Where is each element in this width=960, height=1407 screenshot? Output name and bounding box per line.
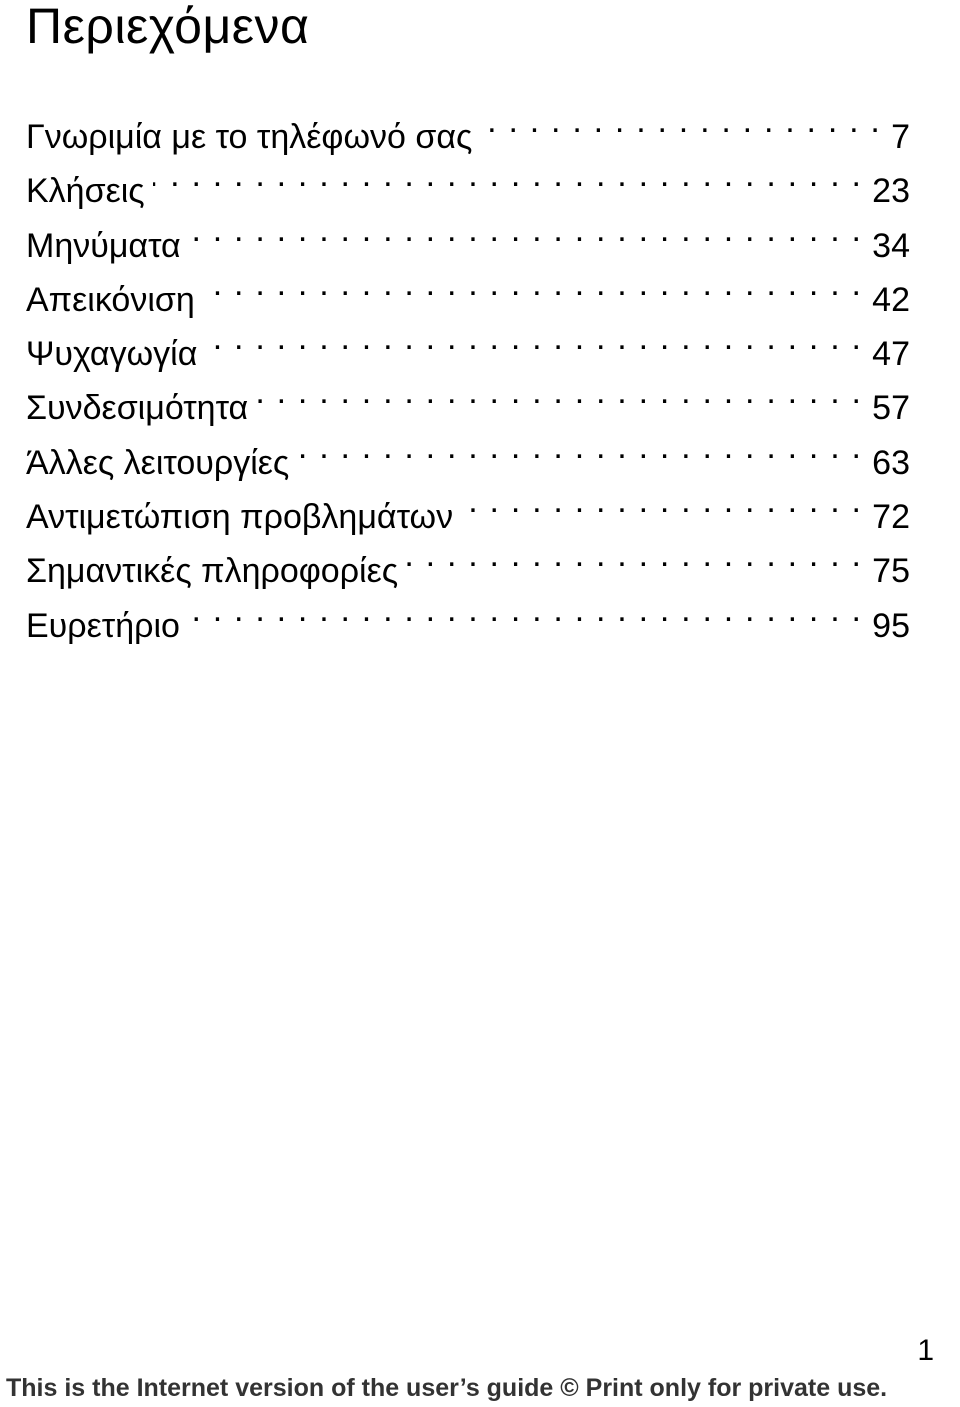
toc-entry-page: 23 — [872, 172, 910, 211]
toc-entry-page: 95 — [872, 606, 910, 645]
toc-dot-leader — [461, 474, 862, 528]
toc-entry[interactable] — [26, 148, 910, 211]
toc-entry-page: 7 — [891, 118, 910, 156]
table-of-contents — [26, 94, 910, 645]
toc-entry-page: 72 — [872, 498, 910, 537]
footer-note: This is the Internet version of the user’s guide © Print only for private use. — [6, 1374, 888, 1402]
toc-entry-page: 57 — [872, 389, 910, 428]
toc-entry-title: Άλλες λειτουργίες — [26, 443, 290, 482]
toc-entry-page: 47 — [872, 335, 910, 374]
toc-entry[interactable] — [26, 203, 910, 265]
toc-dot-leader — [297, 420, 862, 474]
toc-entry-title: Ψυχαγωγία — [26, 335, 198, 374]
toc-entry-title: Σημαντικές πληροφορίες — [26, 552, 399, 591]
toc-dot-leader — [205, 311, 862, 365]
toc-entry-title: Γνωριμία με το τηλέφωνό σας — [26, 118, 473, 156]
toc-dot-leader — [189, 203, 862, 257]
toc-entry-title: Αντιμετώπιση προβλημάτων — [26, 498, 454, 537]
toc-dot-leader — [203, 257, 862, 311]
toc-entry-title: Συνδεσιμότητα — [26, 389, 249, 428]
toc-entry-title: Ευρετήριο — [26, 606, 180, 645]
toc-dot-leader — [406, 528, 862, 582]
toc-dot-leader — [256, 365, 862, 419]
toc-entry-page: 34 — [872, 226, 910, 265]
toc-entry-page: 63 — [872, 443, 910, 482]
toc-entry-page: 75 — [872, 552, 910, 591]
toc-entry-title: Κλήσεις — [26, 172, 145, 211]
toc-entry-page: 42 — [872, 280, 910, 319]
toc-entry-title: Μηνύματα — [26, 226, 181, 265]
toc-entry[interactable] — [26, 94, 910, 156]
toc-dot-leader — [480, 94, 881, 148]
page-title: Περιεχόμενα — [26, 0, 310, 54]
toc-entry-title: Απεικόνιση — [26, 280, 195, 319]
page-number: 1 — [917, 1334, 934, 1367]
toc-dot-leader — [153, 148, 863, 202]
toc-dot-leader — [188, 583, 862, 637]
